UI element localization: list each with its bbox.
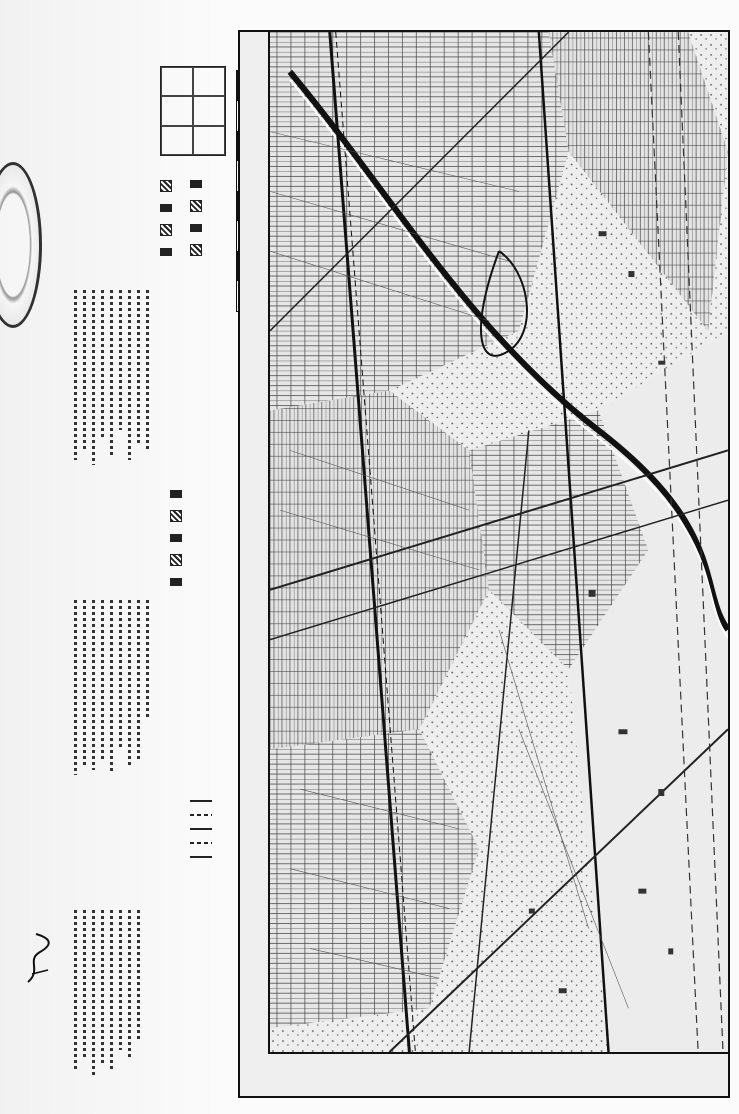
map-body[interactable]: [268, 32, 728, 1054]
legend-symbols-column-1: [190, 180, 202, 256]
map-frame: [238, 30, 730, 1098]
signature-mark: [22, 930, 56, 988]
legend-grid-table: [160, 66, 226, 156]
legend-text-block-3: [74, 910, 140, 1080]
legend-line-symbols: [190, 800, 212, 858]
seal-stamp: [0, 162, 42, 328]
legend-text-block-2: [74, 600, 149, 780]
map-drawing: [270, 32, 728, 1052]
legend-panel: [40, 30, 230, 1070]
legend-symbols-column-3: [170, 490, 182, 586]
legend-symbols-column-2: [160, 180, 172, 256]
legend-text-block-1: [74, 290, 149, 470]
